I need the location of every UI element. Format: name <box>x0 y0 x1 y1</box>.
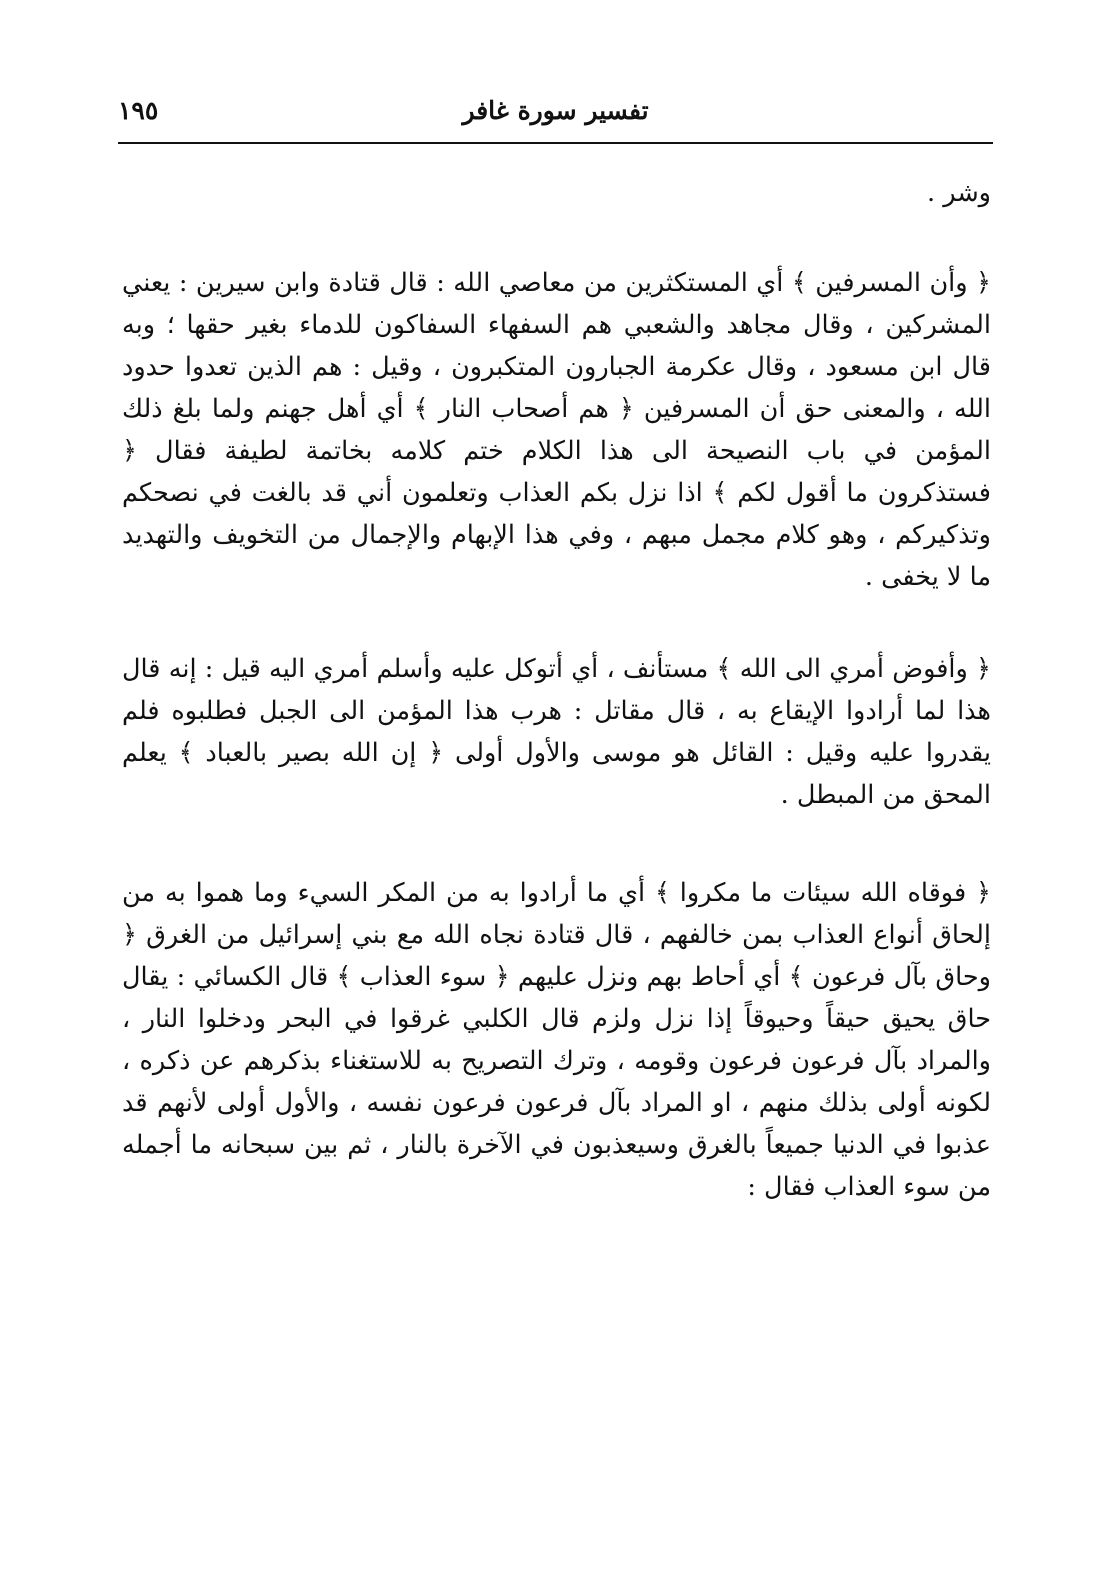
page-body <box>122 172 991 1208</box>
header-rule <box>118 142 993 144</box>
running-header <box>118 92 993 138</box>
page-number: ١٩٥ <box>118 96 159 125</box>
header-title: تفسير سورة غافر <box>462 96 649 125</box>
paragraph-continuation: وشر . <box>927 178 991 208</box>
paragraph-waqahu: ﴿ فوقاه الله سيئات ما مكروا ﴾ أي ما أرادوا به من المكر السيء وما هموا به من إلحاق أنواع العذاب بمن خالفهم ، قال قتادة نجاه الله مع بني إسرائيل من الغرق ﴿ وحاق بآل فرعون ﴾ أي أحاط بهم ونزل عليهم ﴿ سوء العذاب ﴾ قال الكسائي : يقال حاق يحيق حيقاً وحيوقاً إذا نزل ولزم قال الكلبي غرقوا في البحر ودخلوا النار ، والمراد بآل فرعون فرعون وقومه ، وترك التصريح به للاستغناء بذكرهم عن ذكره ، لكونه أولى بذلك منهم ، او المراد بآل فرعون فرعون نفسه ، والأول أولى لأنهم قد عذبوا في الدنيا جميعاً بالغرق وسيعذبون في الآخرة بالنار ، ثم بين سبحانه ما أجمله من سوء العذاب فقال : <box>122 878 991 1202</box>
paragraph-ufawwid: ﴿ وأفوض أمري الى الله ﴾ مستأنف ، أي أتوكل عليه وأسلم أمري اليه قيل : إنه قال هذا لما أرادوا الإيقاع به ، قال مقاتل : هرب هذا المؤمن الى الجبل فطلبوه فلم يقدروا عليه وقيل : القائل هو موسى والأول أولى ﴿ إن الله بصير بالعباد ﴾ يعلم المحق من المبطل . <box>122 654 991 810</box>
paragraph-musrifin: ﴿ وأن المسرفين ﴾ أي المستكثرين من معاصي الله : قال قتادة وابن سيرين : يعني المشركين ، وقال مجاهد والشعبي هم السفهاء السفاكون للدماء بغير حقها ؛ وبه قال ابن مسعود ، وقال عكرمة الجبارون المتكبرون ، وقيل : هم الذين تعدوا حدود الله ، والمعنى حق أن المسرفين ﴿ هم أصحاب النار ﴾ أي أهل جهنم ولما بلغ ذلك المؤمن في باب النصيحة الى هذا الكلام ختم كلامه بخاتمة لطيفة فقال ﴿ فستذكرون ما أقول لكم ﴾ اذا نزل بكم العذاب وتعلمون أني قد بالغت في نصحكم وتذكيركم ، وهو كلام مجمل مبهم ، وفي هذا الإبهام والإجمال من التخويف والتهديد ما لا يخفى . <box>122 268 991 592</box>
